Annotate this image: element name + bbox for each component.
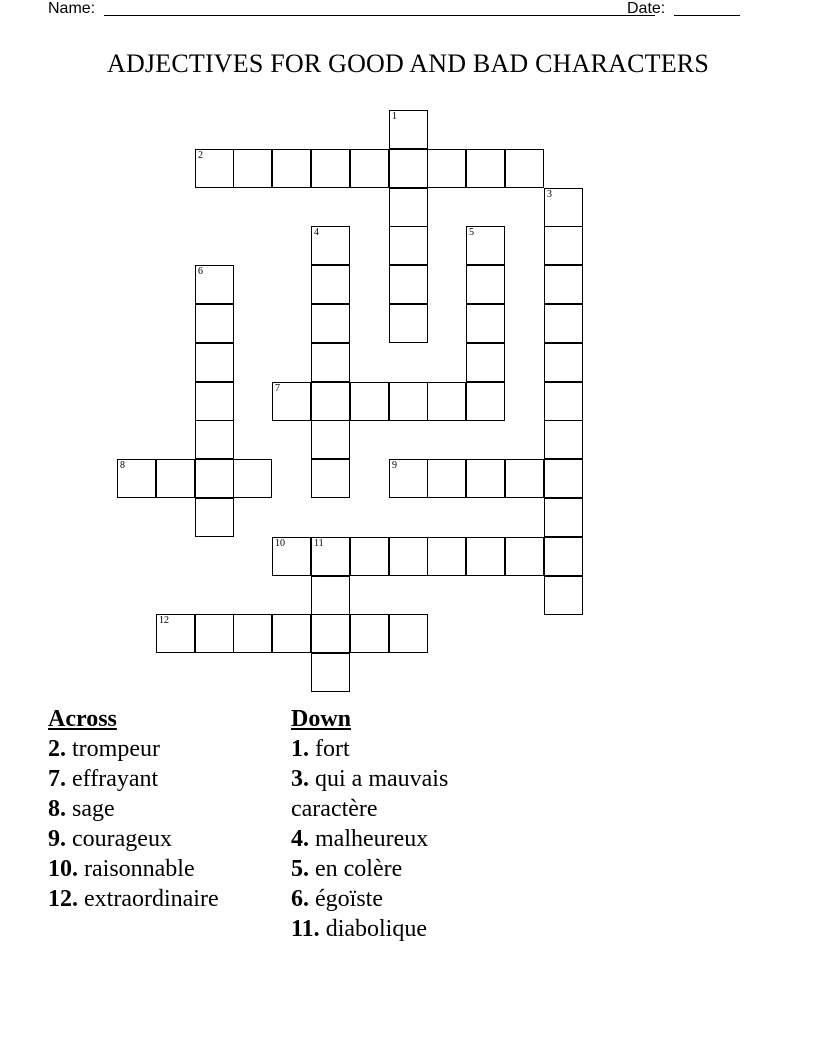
- clue-num: 10.: [48, 856, 78, 882]
- clue-number: 3: [547, 189, 552, 200]
- name-field[interactable]: [104, 15, 655, 16]
- crossword-cell[interactable]: [272, 382, 311, 421]
- crossword-cell[interactable]: [311, 537, 350, 576]
- crossword-cell[interactable]: [544, 459, 583, 498]
- crossword-cell[interactable]: [350, 537, 389, 576]
- clue-num: 2.: [48, 736, 66, 762]
- crossword-cell[interactable]: [195, 614, 234, 653]
- crossword-cell[interactable]: [505, 149, 544, 188]
- crossword-cell[interactable]: [195, 459, 234, 498]
- across-heading: Across: [48, 706, 117, 732]
- crossword-cell[interactable]: [544, 226, 583, 265]
- crossword-cell[interactable]: [505, 537, 544, 576]
- clue-text: fort: [309, 736, 350, 762]
- crossword-cell[interactable]: [272, 537, 311, 576]
- crossword-cell[interactable]: [466, 226, 505, 265]
- down-clue: [291, 854, 491, 884]
- clue-text: trompeur: [66, 736, 160, 762]
- crossword-cell[interactable]: [272, 149, 311, 188]
- down-heading: Down: [291, 706, 352, 732]
- clue-text: malheureux: [309, 826, 429, 852]
- crossword-cell[interactable]: [311, 459, 350, 498]
- crossword-cell[interactable]: [195, 382, 234, 421]
- crossword-cell[interactable]: [233, 149, 272, 188]
- crossword-cell[interactable]: [311, 304, 350, 343]
- crossword-cell[interactable]: [195, 498, 234, 537]
- across-clue: [48, 854, 278, 884]
- clue-num: 5.: [291, 856, 309, 882]
- across-clue-list: [48, 734, 278, 914]
- crossword-cell[interactable]: [544, 188, 583, 227]
- clue-text: effrayant: [66, 766, 159, 792]
- clue-text: courageux: [66, 826, 172, 852]
- clue-num: 8.: [48, 796, 66, 822]
- down-clue: [291, 734, 491, 764]
- clue-number: 6: [198, 266, 203, 277]
- crossword-cell[interactable]: [350, 149, 389, 188]
- crossword-cell[interactable]: [156, 459, 195, 498]
- crossword-cell[interactable]: [544, 382, 583, 421]
- crossword-cell[interactable]: [544, 343, 583, 382]
- crossword-cell[interactable]: [466, 149, 505, 188]
- crossword-cell[interactable]: [389, 382, 428, 421]
- crossword-cell[interactable]: [389, 226, 428, 265]
- clue-num: 9.: [48, 826, 66, 852]
- crossword-cell[interactable]: [427, 149, 466, 188]
- clue-num: 12.: [48, 886, 78, 912]
- crossword-cell[interactable]: [466, 265, 505, 304]
- crossword-cell[interactable]: [427, 537, 466, 576]
- clue-number: 1: [392, 111, 397, 122]
- down-clue-list: [291, 734, 491, 944]
- page-title: ADJECTIVES FOR GOOD AND BAD CHARACTERS: [106, 49, 710, 78]
- crossword-cell[interactable]: [544, 576, 583, 615]
- crossword-cell[interactable]: [544, 537, 583, 576]
- crossword-cell[interactable]: [311, 614, 350, 653]
- crossword-cell[interactable]: [311, 149, 350, 188]
- crossword-cell[interactable]: [389, 188, 428, 227]
- crossword-cell[interactable]: [466, 537, 505, 576]
- clue-num: 6.: [291, 886, 309, 912]
- crossword-cell[interactable]: [195, 265, 234, 304]
- clue-number: 8: [120, 460, 125, 471]
- clue-text: sage: [66, 796, 115, 822]
- across-clue: [48, 824, 278, 854]
- clue-num: 11.: [291, 916, 320, 942]
- crossword-cell[interactable]: [272, 614, 311, 653]
- crossword-cell[interactable]: [311, 653, 350, 692]
- crossword-cell[interactable]: [427, 459, 466, 498]
- clue-text: diabolique: [319, 916, 427, 942]
- crossword-cell[interactable]: [389, 537, 428, 576]
- clue-number: 2: [198, 150, 203, 161]
- crossword-cell[interactable]: [350, 614, 389, 653]
- crossword-cell[interactable]: [311, 576, 350, 615]
- crossword-cell[interactable]: [311, 382, 350, 421]
- date-field[interactable]: [674, 15, 740, 16]
- clue-number: 9: [392, 460, 397, 471]
- crossword-cell[interactable]: [311, 420, 350, 459]
- crossword-cell[interactable]: [311, 226, 350, 265]
- clue-text: raisonnable: [78, 856, 195, 882]
- crossword-cell[interactable]: [466, 343, 505, 382]
- clue-number: 10: [275, 538, 285, 549]
- clue-number: 12: [159, 615, 169, 626]
- crossword-cell[interactable]: [195, 343, 234, 382]
- clue-number: 11: [314, 538, 324, 549]
- crossword-cell[interactable]: [427, 382, 466, 421]
- header-line: [48, 0, 748, 20]
- clue-text: en colère: [309, 856, 403, 882]
- across-clue: [48, 734, 278, 764]
- crossword-cell[interactable]: [311, 265, 350, 304]
- crossword-cell[interactable]: [311, 343, 350, 382]
- clue-number: 5: [469, 227, 474, 238]
- down-clue: [291, 914, 491, 944]
- crossword-cell[interactable]: [117, 459, 156, 498]
- crossword-cell[interactable]: [389, 265, 428, 304]
- crossword-cell[interactable]: [544, 265, 583, 304]
- crossword-cell[interactable]: [389, 304, 428, 343]
- crossword-cell[interactable]: [544, 304, 583, 343]
- crossword-cell[interactable]: [389, 110, 428, 149]
- crossword-cell[interactable]: [466, 382, 505, 421]
- crossword-cell[interactable]: [544, 420, 583, 459]
- clue-text: qui a mauvais caractère: [291, 766, 449, 822]
- crossword-cell[interactable]: [233, 459, 272, 498]
- clue-num: 1.: [291, 736, 309, 762]
- crossword-cell[interactable]: [389, 149, 428, 188]
- crossword-cell[interactable]: [505, 459, 544, 498]
- crossword-cell[interactable]: [389, 459, 428, 498]
- down-clue: [291, 824, 491, 854]
- clue-num: 4.: [291, 826, 309, 852]
- clue-num: 3.: [291, 766, 309, 792]
- crossword-cell[interactable]: [195, 304, 234, 343]
- date-label: Date:: [627, 0, 666, 17]
- crossword-cell[interactable]: [466, 459, 505, 498]
- across-clue: [48, 794, 278, 824]
- clue-number: 7: [275, 383, 280, 394]
- down-clue: [291, 884, 491, 914]
- down-clues: [291, 704, 491, 944]
- crossword-cell[interactable]: [544, 498, 583, 537]
- clue-num: 7.: [48, 766, 66, 792]
- crossword-cell[interactable]: [389, 614, 428, 653]
- crossword-cell[interactable]: [156, 614, 195, 653]
- across-clue: [48, 884, 278, 914]
- clue-text: extraordinaire: [78, 886, 219, 912]
- across-clue: [48, 764, 278, 794]
- clue-number: 4: [314, 227, 319, 238]
- crossword-cell[interactable]: [350, 382, 389, 421]
- crossword-cell[interactable]: [233, 614, 272, 653]
- name-label: Name:: [48, 0, 96, 17]
- clue-text: égoïste: [309, 886, 383, 912]
- across-clues: [48, 704, 278, 914]
- crossword-cell[interactable]: [466, 304, 505, 343]
- down-clue: [291, 764, 491, 824]
- crossword-cell[interactable]: [195, 149, 234, 188]
- crossword-cell[interactable]: [195, 420, 234, 459]
